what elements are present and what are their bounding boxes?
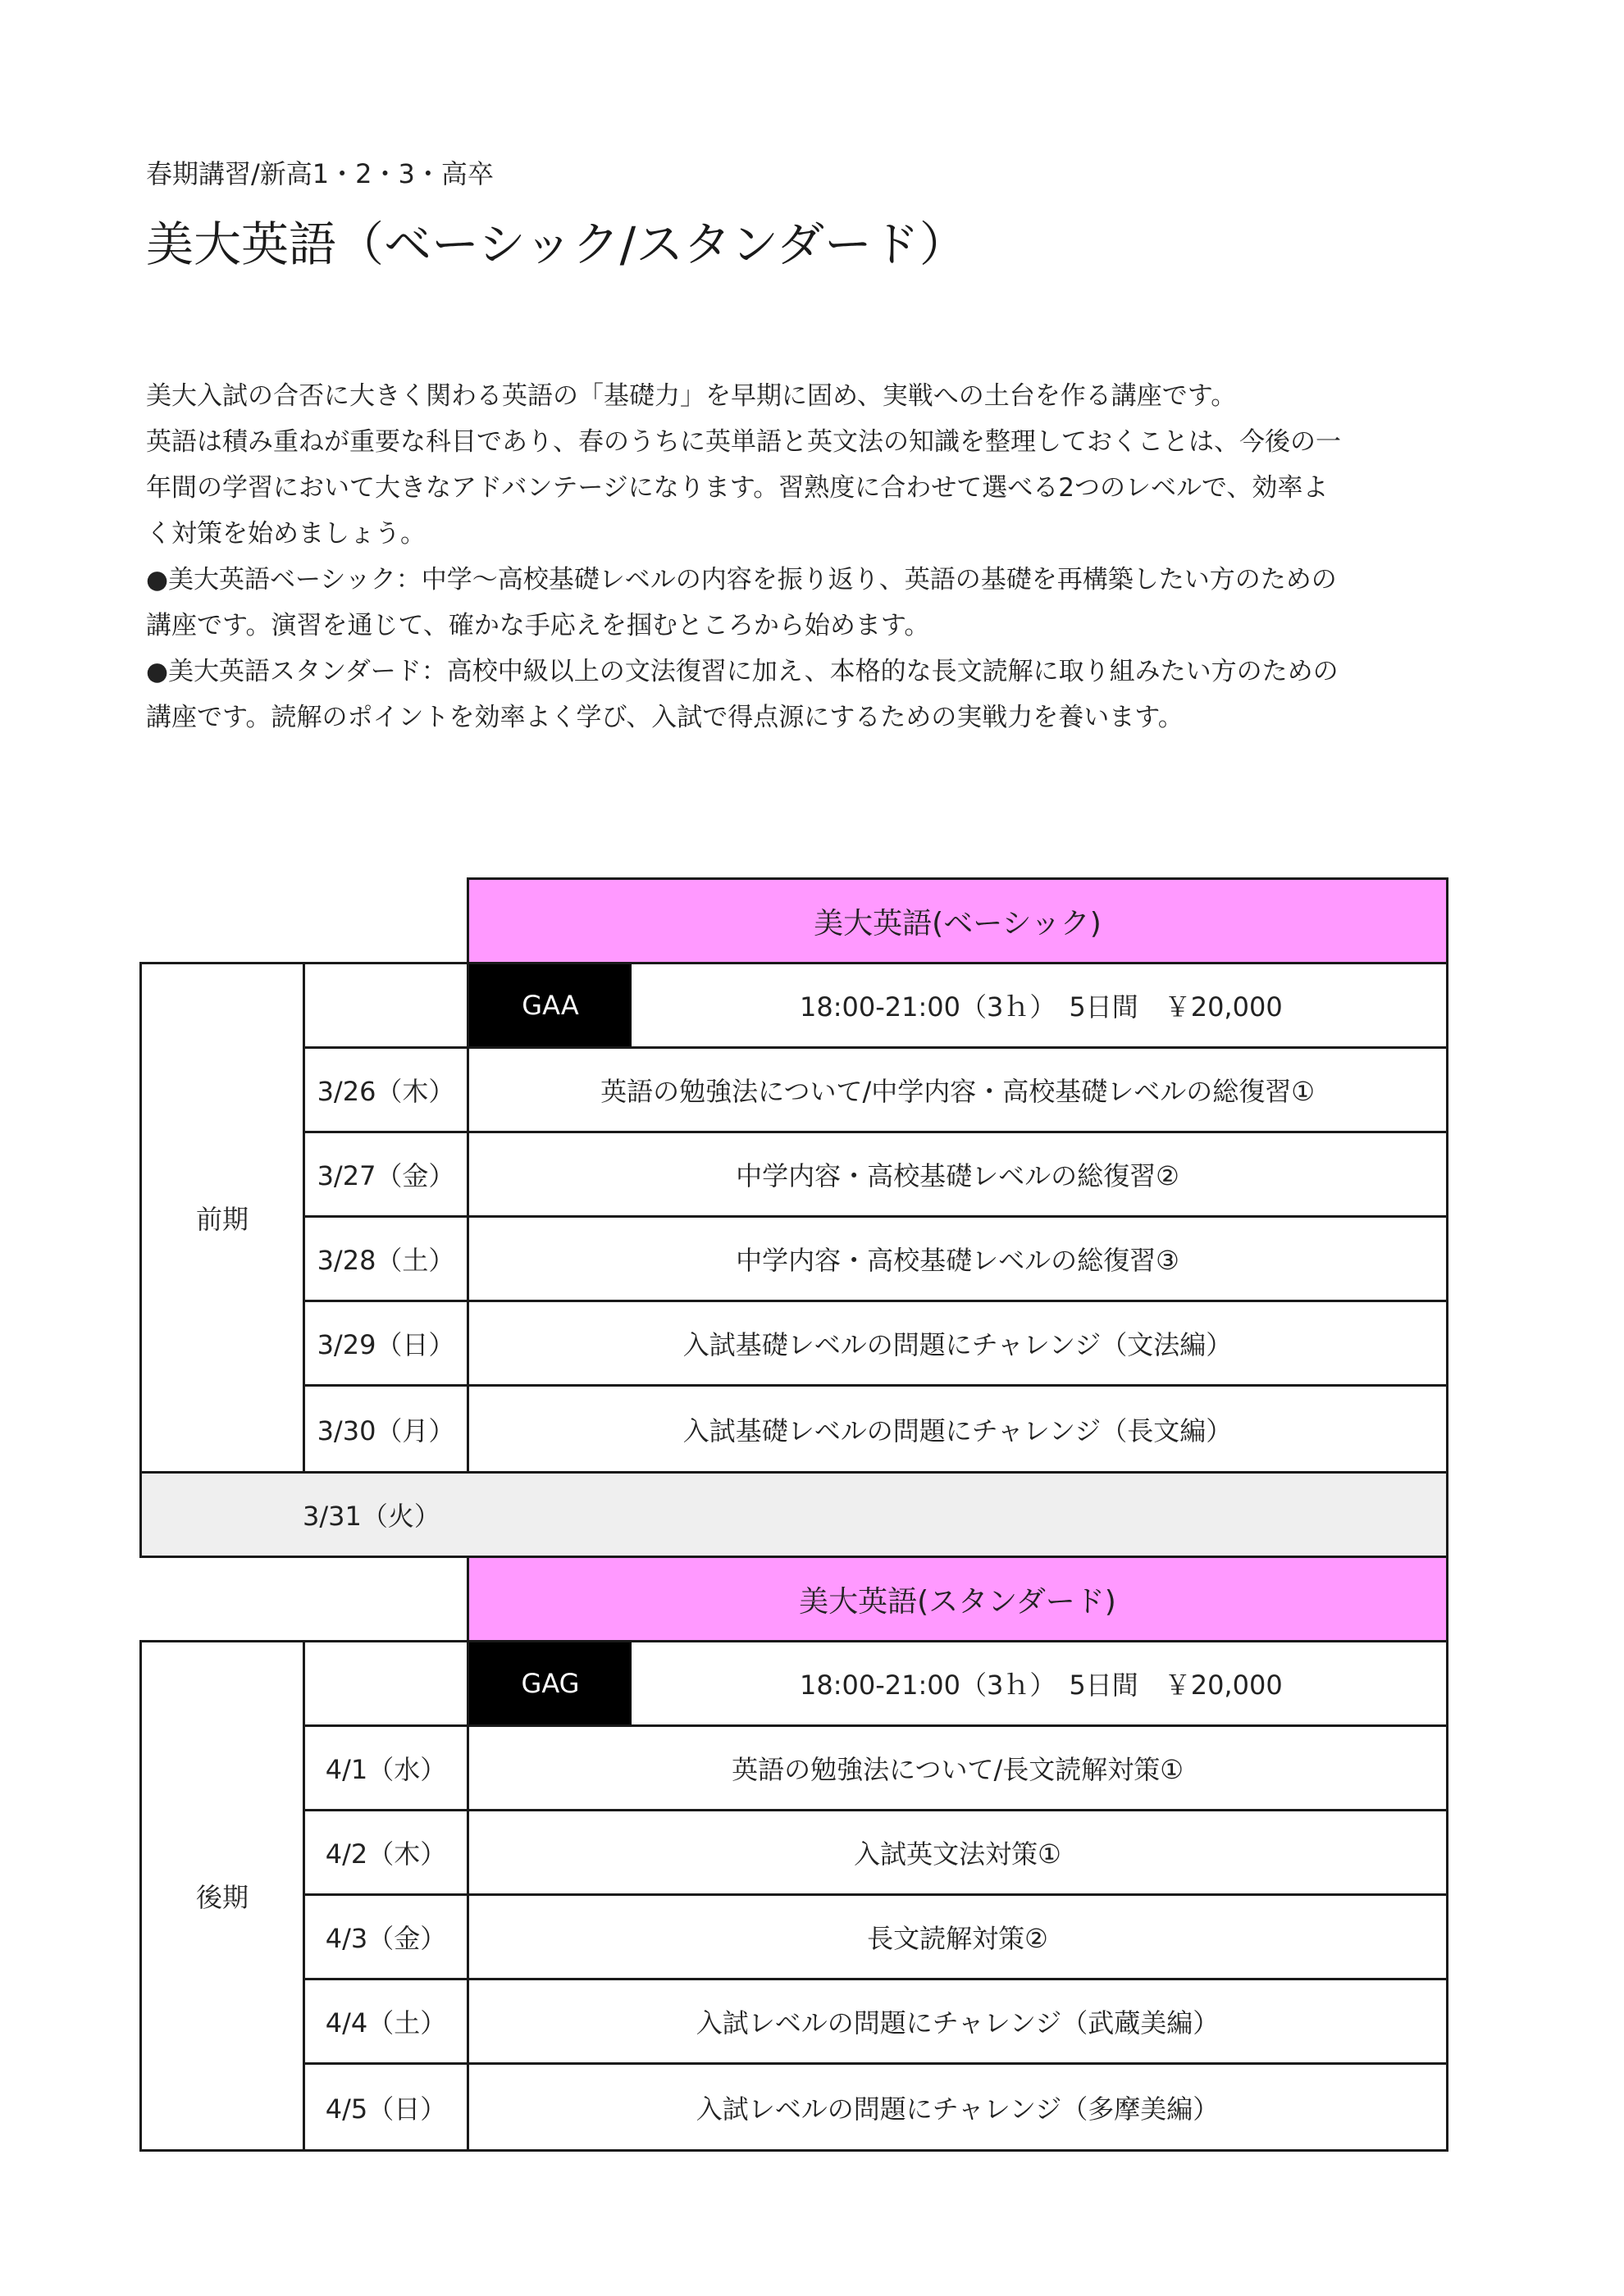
session-date: 4/3（金） — [303, 1893, 469, 1980]
course-header-standard: 美大英語(スタンダード) — [467, 1556, 1448, 1642]
session-topic: 入試基礎レベルの問題にチャレンジ（文法編） — [467, 1300, 1448, 1387]
description-line: 英語は積み重ねが重要な科目であり、春のうちに英単語と英文法の知識を整理しておくことは、今後の一 — [146, 427, 1341, 457]
description-line: 年間の学習において大きなアドバンテージになります。習熟度に合わせて選べる2つのレベルで、効率よ — [146, 473, 1329, 503]
description-line: 美大入試の合否に大きく関わる英語の「基礎力」を早期に固め、実戦への土台を作る講座です。 — [146, 381, 1237, 411]
session-date: 3/27（金） — [303, 1131, 469, 1218]
blank-cell — [303, 1640, 469, 1727]
session-topic: 入試レベルの問題にチャレンジ（多摩美編） — [467, 2062, 1448, 2152]
session-topic: 入試基礎レベルの問題にチャレンジ（長文編） — [467, 1384, 1448, 1474]
course-code-basic: GAA — [469, 964, 632, 1046]
period-cell-first: 前期 — [139, 962, 305, 1474]
page-title: 美大英語（ベーシック/スタンダード） — [146, 216, 967, 272]
session-topic: 入試レベルの問題にチャレンジ（武蔵美編） — [467, 1978, 1448, 2065]
course-code-standard: GAG — [469, 1642, 632, 1724]
session-date: 4/5（日） — [303, 2062, 469, 2152]
session-date: 4/4（土） — [303, 1978, 469, 2065]
session-date: 3/29（日） — [303, 1300, 469, 1387]
session-topic: 入試英文法対策① — [467, 1809, 1448, 1896]
period-cell-second: 後期 — [139, 1640, 305, 2152]
description-line: 講座です。読解のポイントを効率よく学び、入試で得点源にするための実戦力を養います。 — [146, 703, 1184, 732]
course-info-standard — [467, 1640, 1448, 1727]
description-line: 講座です。演習を通じて、確かな手応えを掴むところから始めます。 — [146, 611, 930, 640]
break-day-row: 3/31（火） — [139, 1471, 1448, 1558]
description-line: く対策を始めましょう。 — [146, 519, 426, 549]
description-line: ●美大英語ベーシック：中学～高校基礎レベルの内容を振り返り、英語の基礎を再構築したい方のための — [146, 565, 1337, 594]
page-subtitle: 春期講習/新高1・2・3・高卒 — [146, 158, 494, 189]
session-topic: 英語の勉強法について/長文読解対策① — [467, 1724, 1448, 1811]
session-topic: 中学内容・高校基礎レベルの総復習② — [467, 1131, 1448, 1218]
course-header-basic: 美大英語(ベーシック) — [467, 877, 1448, 964]
blank-cell — [303, 962, 469, 1049]
session-date: 3/30（月） — [303, 1384, 469, 1474]
course-schedule-fee-basic: 18:00-21:00（3ｈ） 5日間 ￥20,000 — [800, 991, 1283, 1023]
session-topic: 英語の勉強法について/中学内容・高校基礎レベルの総復習① — [467, 1046, 1448, 1133]
session-date: 3/26（木） — [303, 1046, 469, 1133]
session-topic: 長文読解対策② — [467, 1893, 1448, 1980]
course-schedule-fee-standard: 18:00-21:00（3ｈ） 5日間 ￥20,000 — [800, 1670, 1283, 1701]
course-info-basic — [467, 962, 1448, 1049]
session-date: 4/2（木） — [303, 1809, 469, 1896]
description-line: ●美大英語スタンダード：高校中級以上の文法復習に加え、本格的な長文読解に取り組みたい方のための — [146, 657, 1339, 686]
session-date: 4/1（水） — [303, 1724, 469, 1811]
session-topic: 中学内容・高校基礎レベルの総復習③ — [467, 1215, 1448, 1302]
session-date: 3/28（土） — [303, 1215, 469, 1302]
